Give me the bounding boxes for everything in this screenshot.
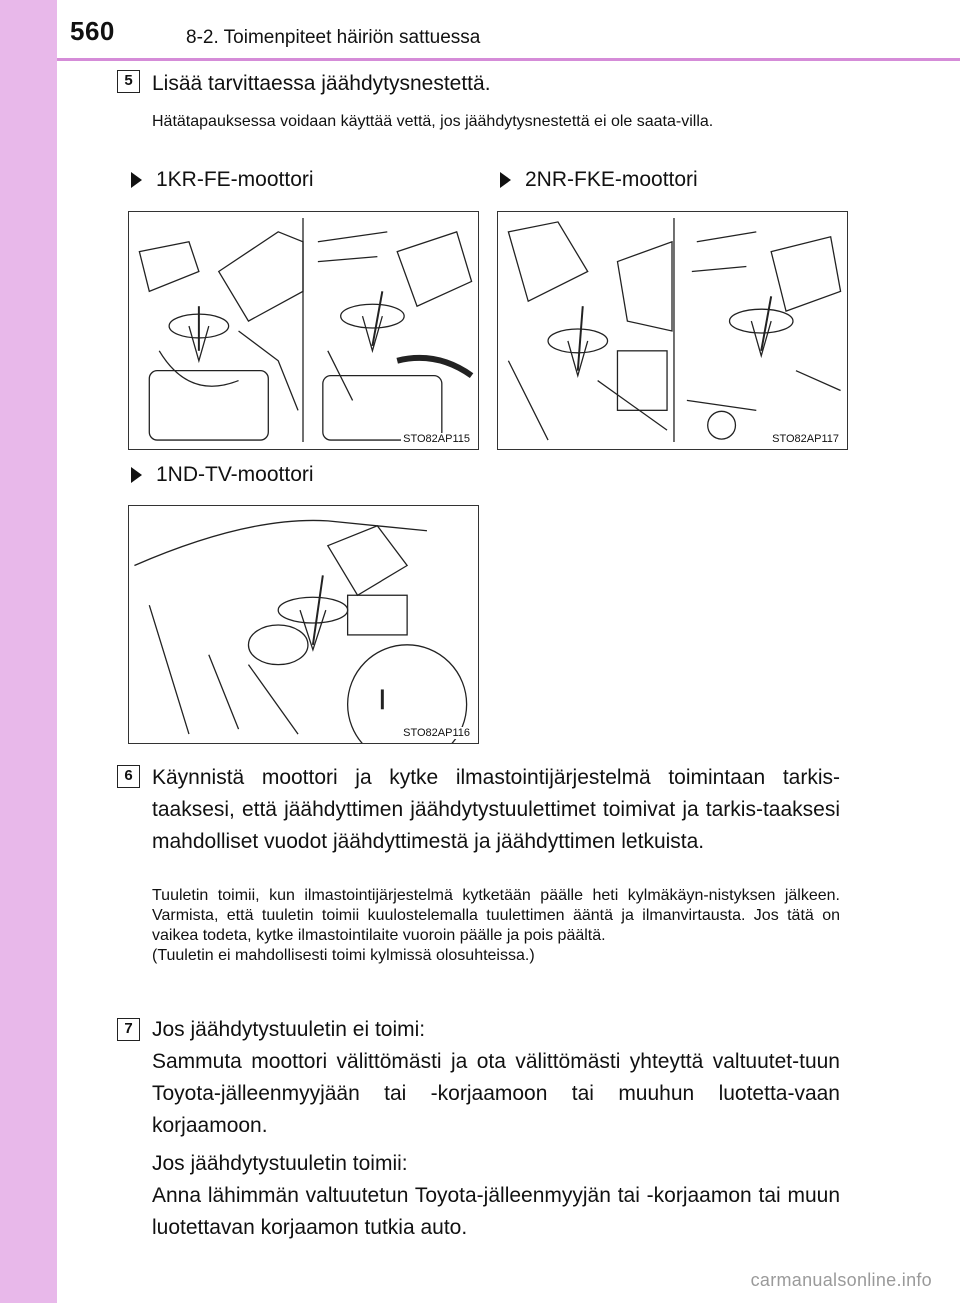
step7-case2-title: Jos jäähdytystuuletin toimii: xyxy=(152,1152,408,1175)
engine-bay-drawing xyxy=(129,506,478,743)
sidebar-tab xyxy=(0,0,57,1303)
step6-note-main: Tuuletin toimii, kun ilmastointijärjestelmä kytketään päälle heti kylmäkäyn-nistyksen jälkeen. Varmista, että tuuletin toimii kuulostelemalla tuulettimen ääntä ja ilmanvirtausta. Jos tätä on vaikea todeta, kytke ilmastointilaite vuoroin päälle ja pois päältä. xyxy=(152,887,840,944)
illustration-1nd-tv xyxy=(128,505,479,744)
engine-label-text: 1ND-TV-moottori xyxy=(156,463,314,486)
engine-label-2nr xyxy=(500,168,698,192)
step7-content xyxy=(152,1014,840,1244)
step7-case2-text: Anna lähimmän valtuutetun Toyota-jälleenmyyjän tai -korjaamon tai muun luotettavan korjaamon tutkia auto. xyxy=(152,1184,840,1239)
image-code: STO82AP115 xyxy=(403,433,470,445)
engine-label-text: 1KR-FE-moottori xyxy=(156,168,314,191)
step-badge-7: 7 xyxy=(117,1018,140,1041)
engine-bay-drawing xyxy=(498,212,847,449)
step6-text: Käynnistä moottori ja kytke ilmastointijärjestelmä toimintaan tarkis-taaksesi, että jäähdyttimen jäähdytystuulettimet toimivat ja tarkis-taaksesi mahdolliset vuodot jäähdyttimestä ja jäähdyttimen letkuista. xyxy=(152,766,840,853)
engine-label-text: 2NR-FKE-moottori xyxy=(525,168,698,191)
image-code: STO82AP116 xyxy=(403,727,470,739)
arrow-right-icon xyxy=(131,172,142,188)
header-rule xyxy=(57,58,960,61)
step5-title: Lisää tarvittaessa jäähdytysnestettä. xyxy=(152,72,491,95)
step7-case1-title: Jos jäähdytystuuletin ei toimi: xyxy=(152,1018,426,1041)
step-badge-5: 5 xyxy=(117,70,140,93)
step5-note: Hätätapauksessa voidaan käyttää vettä, jos jäähdytysnestettä ei ole saata-villa. xyxy=(152,113,714,130)
engine-label-1kr xyxy=(131,168,314,192)
illustration-1kr-fe xyxy=(128,211,479,450)
illustration-2nr-fke xyxy=(497,211,848,450)
image-code: STO82AP117 xyxy=(772,433,839,445)
page-number: 560 xyxy=(70,16,115,46)
engine-label-1nd xyxy=(131,463,314,487)
arrow-right-icon xyxy=(500,172,511,188)
arrow-right-icon xyxy=(131,467,142,483)
section-title: 8-2. Toimenpiteet häiriön sattuessa xyxy=(186,27,481,48)
step-badge-6: 6 xyxy=(117,765,140,788)
watermark: carmanualsonline.info xyxy=(750,1270,932,1290)
step6-note xyxy=(152,886,840,966)
engine-bay-drawing xyxy=(129,212,478,449)
step6-note-aside: (Tuuletin ei mahdollisesti toimi kylmissä olosuhteissa.) xyxy=(152,947,535,964)
step7-case1-text: Sammuta moottori välittömästi ja ota välittömästi yhteyttä valtuutet-tuun Toyota-jälleenmyyjään tai -korjaamoon tai muuhun luotetta-vaan korjaamoon. xyxy=(152,1050,840,1137)
